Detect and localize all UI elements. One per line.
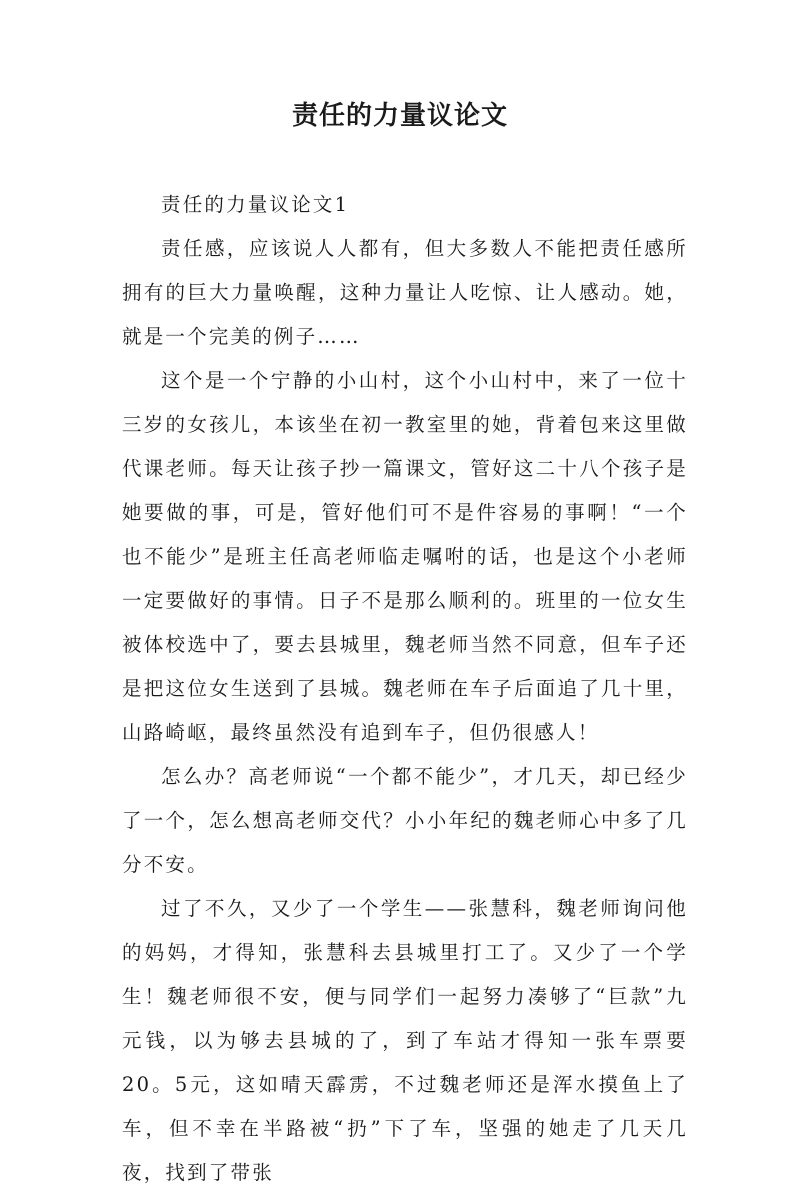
paragraph: 这个是一个宁静的小山村，这个小山村中，来了一位十三岁的女孩儿，本该坐在初一教室里的她，背着包来这里做代课老师。每天让孩子抄一篇课文，管好这二十八个孩子是她要做的事，可是，管好他们可不是件容易的事啊！“一个也不能少”是班主任高老师临走嘱咐的话，也是这个小老师一定要做好的事情。日子不是那么顺利的。班里的一位女生被体校选中了，要去县城里，魏老师当然不同意，但车子还是把这位女生送到了县城。魏老师在车子后面追了几十里，山路崎岖，最终虽然没有追到车子，但仍很感人！ <box>122 369 688 744</box>
paragraph: 怎么办？高老师说“一个都不能少”，才几天，却已经少了一个，怎么想高老师交代？小小年纪的魏老师心中多了几分不安。 <box>122 765 688 876</box>
paragraph: 责任感，应该说人人都有，但大多数人不能把责任感所拥有的巨大力量唤醒，这种力量让人吃惊、让人感动。她，就是一个完美的例子…… <box>122 237 688 348</box>
paragraph: 过了不久，又少了一个学生——张慧科，魏老师询问他的妈妈，才得知，张慧科去县城里打工了。又少了一个学生！魏老师很不安，便与同学们一起努力凑够了“巨款”九元钱，以为够去县城的了，到了车站才得知一张车票要20。5元，这如晴天霹雳，不过魏老师还是浑水摸鱼上了车，但不幸在半路被“扔”下了车，坚强的她走了几天几夜，找到了带张 <box>122 897 688 1184</box>
section-heading: 责任的力量议论文1 <box>161 193 350 216</box>
document-title: 责任的力量议论文 <box>291 101 508 131</box>
document-body <box>122 183 688 1195</box>
